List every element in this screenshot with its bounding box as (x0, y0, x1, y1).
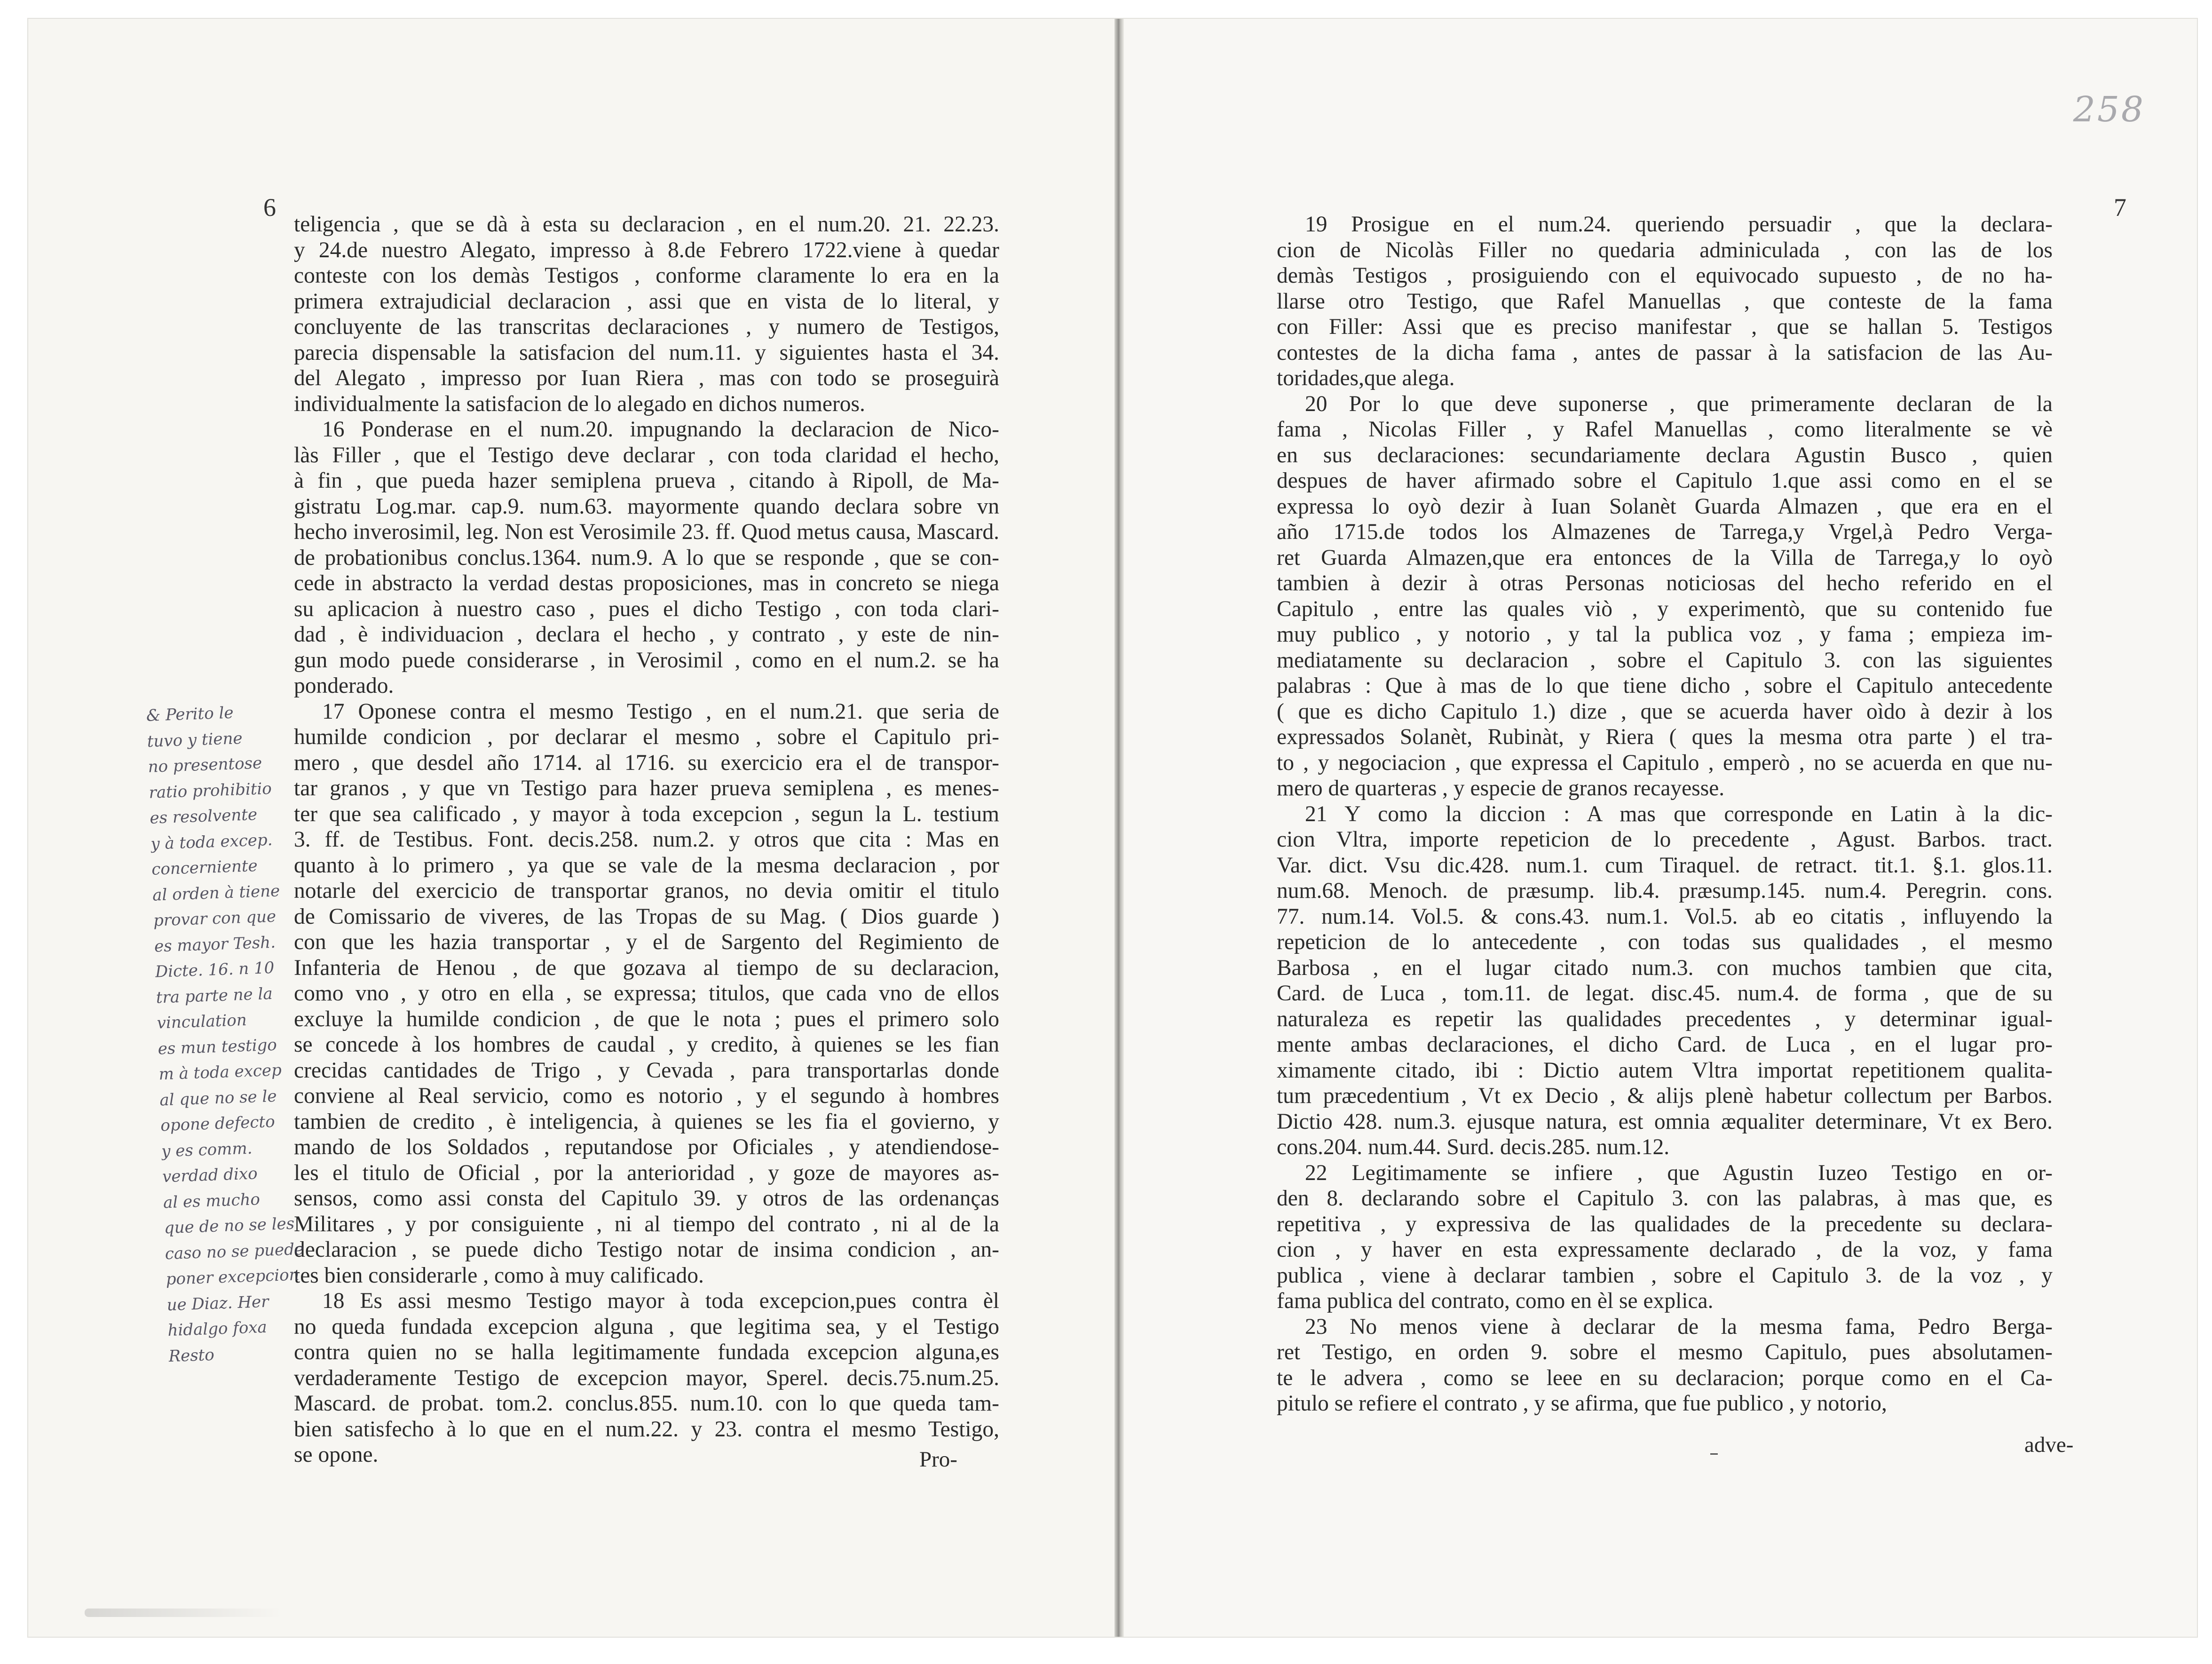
left-text-line: 16 Ponderase en el num.20. impugnando la declaracion de Nico- (322, 417, 999, 442)
left-text-line: declaracion , se puede dicho Testigo notar de insima condicion , an- (294, 1237, 999, 1262)
right-text-line: año 1715.de todos los Almazenes de Tarrega,y Vrgel,à Pedro Verga- (1277, 520, 2053, 544)
left-text-line: 3. ff. de Testibus. Font. decis.258. num.2. y otros que cita : Mas en (294, 827, 999, 852)
right-text-line: cion , y haver en esta expressamente declarado , de la voz, y fama (1277, 1237, 2053, 1262)
left-text-line: como vno , y otro en ella , se expressa; titulos, que cada vno de ellos (294, 981, 999, 1006)
left-text-line: primera extrajudicial declaracion , assi que en vista de lo literal, y (294, 289, 999, 314)
right-text-line: Var. dict. Vsu dic.428. num.1. cum Tiraquel. de retract. tit.1. §.1. glos.11. (1277, 853, 2053, 878)
margin-note-line: es mayor Tesh. (154, 933, 276, 956)
book-gutter (1114, 19, 1124, 1637)
left-text-line: làs Filler , que el Testigo deve declarar , con toda claridad el hecho, (294, 443, 999, 468)
right-text-line: 23 No menos viene à declarar de la mesma fama, Pedro Berga- (1305, 1314, 2053, 1339)
right-text-line: ( que es dicho Capitulo 1.) dize , que se acuerda haver oìdo à dezir à los (1277, 699, 2053, 724)
right-text-line: contestes de la dicha fama , antes de passar à la satisfacion de las Au- (1277, 340, 2053, 365)
right-text-line: con Filler: Assi que es preciso manifestar , que se hallan 5. Testigos (1277, 315, 2053, 339)
right-text-line: publica , viene à declarar tambien , sobre el Capitulo 3. de la voz , y (1277, 1263, 2053, 1288)
right-text-line: demàs Testigos , prosiguiendo con el equivocado supuesto , de no ha- (1277, 263, 2053, 288)
margin-note-line: no presentose (148, 753, 262, 777)
left-text-line: concluyente de las transcritas declaraciones , y numero de Testigos, (294, 315, 999, 339)
left-text-line: 17 Oponese contra el mesmo Testigo , en el num.21. que seria de (322, 699, 999, 724)
margin-note-line: poner excepcion (166, 1265, 300, 1289)
left-text-line: del Alegato , impresso por Iuan Riera , mas con todo se proseguirà (294, 366, 999, 390)
page-scuff-mark (85, 1609, 282, 1617)
left-text-line: bien satisfecho à lo que en el num.22. y 23. contra el mesmo Testigo, (294, 1417, 999, 1442)
margin-note-line: ratio prohibitio (148, 779, 272, 802)
left-text-line: no queda fundada excepcion alguna , que legitima sea, y el Testigo (294, 1314, 999, 1339)
margin-note-line: y à toda excep. (150, 830, 273, 854)
left-text-line: parecia dispensable la satisfacion del num.11. y siguientes hasta el 34. (294, 340, 999, 365)
right-text-line: ret Testigo, en orden 9. sobre el mesmo Capitulo, pues absolutamen- (1277, 1340, 2053, 1364)
right-text-line: Capitulo , entre las quales viò , y experimentò, que su contenido fue (1277, 596, 2053, 621)
left-text-line: contra quien no se halla legitimamente fundada excepcion alguna,es (294, 1340, 999, 1364)
margin-note-line: al orden à tiene (152, 881, 280, 905)
left-text-line: y 24.de nuestro Alegato, impresso à 8.de Febrero 1722.viene à quedar (294, 238, 999, 262)
left-text-line: su aplicacion à nuestro caso , pues el dicho Testigo , con toda clari- (294, 596, 999, 621)
catchword-right: adve- (2024, 1433, 2074, 1457)
right-text-line: en sus declaraciones: secundariamente declara Agustin Busco , quien (1277, 443, 2053, 468)
handwritten-folio-number: 258 (2073, 89, 2145, 130)
right-text-line: cion Vltra, importe repeticion de lo precedente , Agust. Barbos. tract. (1277, 827, 2053, 852)
right-text-line: ximamente citado, ibi : Dictio autem Vltra importat repetitionem qualita- (1277, 1058, 2053, 1083)
left-page-text (294, 212, 999, 1468)
bottom-dash-mark (1710, 1453, 1718, 1455)
left-text-line: mero , que desdel año 1714. al 1716. su exercicio era el de transpor- (294, 750, 999, 775)
margin-note-line: Resto (168, 1345, 215, 1366)
right-text-line: llarse otro Testigo, que Rafel Manuellas , que conteste de la fama (1277, 289, 2053, 314)
right-text-line: ret Guarda Almazen,que era entonces de la Villa de Tarrega,y lo oyò (1277, 545, 2053, 570)
left-text-line: mando de los Soldados , reputandose por Oficiales , y atendiendose- (294, 1135, 999, 1159)
right-text-line: mente ambas declaraciones, el dicho Card. de Luca , en el lugar pro- (1277, 1032, 2053, 1057)
catchword-left: Pro- (919, 1447, 957, 1472)
margin-note-line: al es mucho (163, 1189, 261, 1212)
left-text-line: ponderado. (294, 674, 394, 698)
margin-note-line: tra parte ne la (156, 984, 273, 1007)
left-text-line: se opone. (294, 1442, 379, 1467)
margin-note-line: tuvo y tiene (147, 729, 243, 751)
left-text-line: humilde condicion , por declarar el mesmo , sobre el Capitulo pri- (294, 725, 999, 749)
right-page-text (1277, 212, 2053, 1417)
left-text-line: Militares , y por consiguiente , ni al tiempo del contrato , ni al de la (294, 1212, 999, 1236)
right-text-line: 21 Y como la diccion : A mas que corresponde en Latin à la dic- (1305, 801, 2053, 826)
right-text-line: expressa lo oyò dezir à Iuan Solanèt Guarda Almazen , que era en el (1277, 494, 2053, 519)
right-text-line: repeticion de lo antecedente , con todas sus qualidades , el mesmo (1277, 930, 2053, 954)
right-text-line: mediatamente su declaracion , sobre el Capitulo 3. con las siguientes (1277, 648, 2053, 673)
right-text-line: 22 Legitimamente se infiere , que Agustin Iuzeo Testigo en or- (1305, 1160, 2053, 1185)
left-text-line: hecho inverosimil, leg. Non est Verosimile 23. ff. Quod metus causa, Mascard. (294, 520, 999, 544)
margin-note-line: Dicte. 16. n 10 (155, 958, 275, 982)
left-text-line: notarle del exercicio de transportar granos, no devia omitir el titulo (294, 879, 999, 903)
margin-note-line: & Perito le (146, 703, 234, 725)
right-text-line: pitulo se refiere el contrato , y se afirma, que fue publico , y notorio, (1277, 1391, 1887, 1416)
left-text-line: les el titulo de Oficial , por la anterioridad , y goze de mayores as- (294, 1160, 999, 1185)
left-text-line: sensos, como assi consta del Capitulo 39. y otros de las ordenanças (294, 1186, 999, 1211)
right-text-line: fama , Nicolas Filler , y Rafel Manuellas , como literalmente se vè (1277, 417, 2053, 442)
right-text-line: te le advera , como se leee en su declaracion; porque como en el Ca- (1277, 1365, 2053, 1390)
left-text-line: 18 Es assi mesmo Testigo mayor à toda excepcion,pues contra èl (322, 1289, 999, 1313)
right-text-line: muy publico , y notorio , y tal la publica voz , y fama ; empieza im- (1277, 622, 2053, 647)
margin-note-line: ue Diaz. Her (166, 1292, 269, 1315)
right-text-line: cion de Nicolàs Filler no quedaria adminiculada , con las de los (1277, 238, 2053, 262)
right-text-line: Card. de Luca , tom.11. de legat. disc.45. num.4. de forma , que de su (1277, 981, 2053, 1006)
book-spread (28, 19, 2197, 1637)
margin-note-line: provar con que (153, 907, 276, 930)
left-text-line: quanto à lo primero , ya que se vale de la mesma declaracion , por (294, 853, 999, 878)
right-text-line: Barbosa , en el lugar citado num.3. con muchos tambien que cita, (1277, 955, 2053, 980)
margin-note-line: opone defecto (160, 1112, 276, 1135)
left-text-line: de Comissario de viveres, de las Tropas de su Mag. ( Dios guarde ) (294, 904, 999, 929)
left-page (28, 19, 1114, 1637)
left-text-line: ter que sea calificado , y mayor à toda excepcion , segun la L. testium (294, 801, 999, 826)
margin-note-line: hidalgo foxa (167, 1317, 268, 1340)
right-text-line: den 8. declarando sobre el Capitulo 3. con las palabras, à mas que, es (1277, 1186, 2053, 1211)
left-text-line: conteste con los demàs Testigos , conforme claramente lo era en la (294, 263, 999, 288)
left-text-line: cede in abstracto la verdad destas proposiciones, mas in concreto se niega (294, 571, 999, 595)
left-text-line: gistratu Log.mar. cap.9. num.63. mayormente quando declara sobre vn (294, 494, 999, 519)
margin-note-line: y es comm. (161, 1139, 253, 1161)
margin-note-line: concerniente (151, 856, 258, 879)
left-text-line: conviene al Real servicio, como es notorio , y el segundo à hombres (294, 1084, 999, 1108)
left-text-line: à fin , que pueda hazer semiplena prueva , citando à Ripoll, de Ma- (294, 468, 999, 493)
left-text-line: tambien de credito , è inteligencia, à quienes se les fia el govierno, y (294, 1109, 999, 1134)
margin-note-line: verdad dixo (162, 1164, 258, 1187)
page-number-right: 7 (2114, 193, 2126, 222)
left-text-line: teligencia , que se dà à esta su declaracion , en el num.20. 21. 22.23. (294, 212, 999, 237)
right-text-line: Dictio 428. num.3. ejusque natura, est omnia æqualiter determinare, Vt ex Bero. (1277, 1109, 2053, 1134)
margin-note-line: es resolvente (149, 805, 258, 828)
margin-note-line: al que no se le (159, 1086, 277, 1109)
left-text-line: tar granos , y que vn Testigo para hazer prueva semiplena , es menes- (294, 776, 999, 800)
right-text-line: to , y negociacion , que expressa el Capitulo , emperò , no se acuerda en que nu- (1277, 750, 2053, 775)
page-number-left: 6 (263, 193, 276, 222)
right-text-line: cons.204. num.44. Surd. decis.285. num.12. (1277, 1135, 1670, 1159)
left-text-line: de probationibus conclus.1364. num.9. A lo que se responde , que se con- (294, 545, 999, 570)
margin-note-line: vinculation (157, 1010, 247, 1033)
right-text-line: 20 Por lo que deve suponerse , que primeramente declaran de la (1305, 391, 2053, 416)
left-text-line: individualmente la satisfacion de lo alegado en dichos numeros. (294, 391, 865, 416)
handwritten-margin-notes (146, 698, 310, 1370)
left-text-line: Mascard. de probat. tom.2. conclus.855. num.10. con lo que queda tam- (294, 1391, 999, 1416)
right-text-line: 77. num.14. Vol.5. & cons.43. num.1. Vol.5. ab eo citatis , influyendo la (1277, 904, 2053, 929)
margin-note-line: que de no se les (164, 1214, 295, 1238)
right-text-line: despues de haver afirmado sobre el Capitulo 1.que assi como en el se (1277, 468, 2053, 493)
left-text-line: crecidas cantidades de Trigo , y Cevada , para transportarlas donde (294, 1058, 999, 1083)
right-text-line: palabras : Que à mas de lo que tiene dicho , sobre el Capitulo antecedente (1277, 674, 2053, 698)
right-text-line: expressados Solanèt, Rubinàt, y Riera ( ques la mesma otra parte ) el tra- (1277, 725, 2053, 749)
left-text-line: verdaderamente Testigo de excepcion mayor, Sperel. decis.75.num.25. (294, 1365, 999, 1390)
margin-note-line: m à toda excep (158, 1061, 282, 1084)
left-text-line: gun modo puede considerarse , in Verosimil , como en el num.2. se ha (294, 648, 999, 673)
right-text-line: mero de quarteras , y especie de granos recayesse. (1277, 776, 1725, 800)
right-text-line: fama publica del contrato, como en èl se explica. (1277, 1289, 1714, 1313)
left-text-line: se concede à los hombres de caudal , y credito, à quienes se les fian (294, 1032, 999, 1057)
left-text-line: Infanteria de Henou , de que gozava al tiempo de su declaracion, (294, 955, 999, 980)
right-text-line: tum præcedentium , Vt ex Decio , & alijs plenè habetur collectum per Barbos. (1277, 1084, 2053, 1108)
left-text-line: excluye la humilde condicion , de que le nota ; pues el primero solo (294, 1006, 999, 1031)
left-text-line: tes bien considerarle , como à muy calificado. (294, 1263, 704, 1288)
right-page (1124, 19, 2197, 1637)
right-text-line: tambien à dezir à otras Personas noticiosas del hecho referido en el (1277, 571, 2053, 595)
right-text-line: num.68. Menoch. de præsump. lib.4. præsump.145. num.4. Peregrin. cons. (1277, 879, 2053, 903)
left-text-line: dad , è individuacion , declara el hecho , y contrato , y este de nin- (294, 622, 999, 647)
right-text-line: repetitiva , y expressiva de las qualidades de la precedente su declara- (1277, 1212, 2053, 1236)
right-text-line: toridades,que alega. (1277, 366, 1455, 390)
right-text-line: 19 Prosigue en el num.24. queriendo persuadir , que la declara- (1305, 212, 2053, 237)
right-text-line: naturaleza es repetir las qualidades precedentes , y determinar igual- (1277, 1006, 2053, 1031)
margin-note-line: es mun testigo (157, 1035, 277, 1059)
left-text-line: con que les hazia transportar , y el de Sargento del Regimiento de (294, 930, 999, 954)
margin-note-line: caso no se puede (165, 1239, 304, 1263)
